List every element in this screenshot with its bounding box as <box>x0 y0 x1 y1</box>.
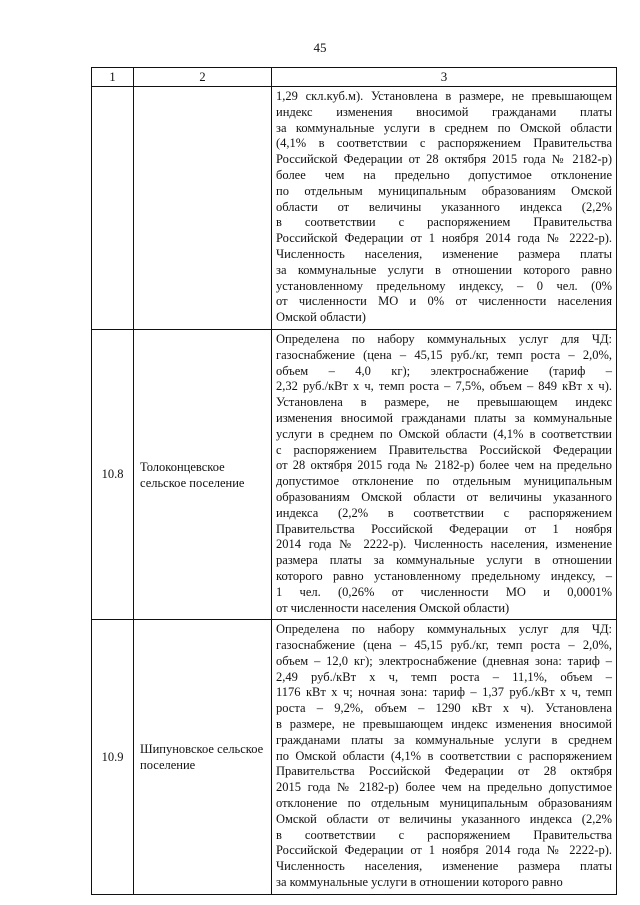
description-line: с распоряжением Правительства Российской Федерации <box>276 442 612 457</box>
description-line: области от величины указанного индекса (2,2% <box>276 199 612 214</box>
header-col-3: 3 <box>272 68 617 87</box>
description-cell <box>272 87 617 330</box>
description-line: гражданами платы за коммунальные услуги в среднем <box>276 732 612 747</box>
description-line: Российской Федерации от 28 октября 2015 года № 2182-р) <box>276 152 612 167</box>
table-row <box>92 87 617 330</box>
settlement-name: Шипуновское сельское поселение <box>134 620 272 895</box>
description-line: в соответствии с распоряжением Правительства <box>276 215 612 230</box>
description-line: за коммунальные услуги в отношении которого равно <box>276 875 563 890</box>
description-line: Определена по набору коммунальных услуг для ЧД: <box>276 622 612 637</box>
description-line: объем – 12,0 кг); электроснабжение (дневная зона: тариф – <box>276 653 612 668</box>
description-line: Численность населения, изменение размера платы <box>276 246 612 261</box>
row-number: 10.9 <box>92 620 134 895</box>
description-line: Российской Федерации от 1 ноября 2014 года № 2222-р). <box>276 843 612 858</box>
description-line: газоснабжение (цена – 45,15 руб./кг, темп роста – 2,0%, <box>276 638 612 653</box>
description-line: от численности МО и 0% от численности населения <box>276 294 612 309</box>
description-line: от 28 октября 2015 года № 2182-р) более чем на предельно <box>276 458 612 473</box>
description-line: более чем на предельно допустимое отклонение <box>276 167 612 182</box>
description-line: объем – 4,0 кг); электроснабжение (тариф – <box>276 363 612 378</box>
description-line: индекс изменения вносимой гражданами платы <box>276 104 612 119</box>
description-line: 2014 года № 2222-р). Численность населения, изменение <box>276 537 612 552</box>
description-text <box>272 87 616 329</box>
description-line: (4,1% в соответствии с распоряжением Правительства <box>276 136 612 151</box>
row-number: 10.8 <box>92 329 134 619</box>
description-line: Омской области) <box>276 310 366 325</box>
description-line: 1,29 скл.куб.м). Установлена в размере, не превышающем <box>276 89 612 103</box>
description-line: 2,49 руб./кВт х ч, темп роста – 11,1%, объем – <box>276 669 612 684</box>
description-line: Определена по набору коммунальных услуг для ЧД: <box>276 331 612 346</box>
description-line: роста – 9,2%, объем – 1290 кВт х ч). Установлена <box>276 701 612 716</box>
description-text <box>272 620 616 894</box>
description-line: в соответствии с распоряжением Правительства <box>276 827 612 842</box>
header-col-2: 2 <box>134 68 272 87</box>
description-text <box>272 330 616 619</box>
description-line: установленному предельному индексу, – 0 чел. (0% <box>276 278 612 293</box>
description-line: газоснабжение (цена – 45,15 руб./кг, темп роста – 2,0%, <box>276 347 612 362</box>
description-line: от численности населения Омской области) <box>276 600 510 615</box>
settlement-name <box>134 87 272 330</box>
description-line: Омской области от величины указанного индекса (2,2% <box>276 811 612 826</box>
description-cell <box>272 620 617 895</box>
description-line: изменения вносимой гражданами платы за коммунальные <box>276 410 612 425</box>
header-col-1: 1 <box>92 68 134 87</box>
page-number: 45 <box>313 40 327 55</box>
description-line: отклонение по отдельным муниципальным образованиям <box>276 796 612 811</box>
description-cell <box>272 329 617 619</box>
description-line: по отдельным муниципальным образованиям Омской <box>276 183 612 198</box>
description-line: индекса (2,2% в соответствии с распоряжением <box>276 505 612 520</box>
description-line: размера платы за коммунальные услуги в отношении <box>276 553 612 568</box>
municipal-table <box>91 67 617 895</box>
description-line: Российской Федерации от 1 ноября 2014 года № 2222-р). <box>276 231 612 246</box>
description-line: Правительства Российской Федерации от 28 октября <box>276 764 612 779</box>
description-line: 1 чел. (0,26% от численности МО и 0,0001% <box>276 584 612 599</box>
description-line: Численность населения, изменение размера платы <box>276 859 612 874</box>
description-line: 1176 кВт х ч; ночная зона: тариф – 1,37 руб./кВт х ч, темп <box>276 685 612 700</box>
description-line: 2,32 руб./кВт х ч, темп роста – 7,5%, объем – 849 кВт х ч). <box>276 379 612 394</box>
description-line: Установлена в размере, не превышающем индекс <box>276 395 612 410</box>
table-row <box>92 329 617 619</box>
settlement-name: Толоконцевское сельское поселение <box>134 329 272 619</box>
description-line: в размере, не превышающем индекс изменения вносимой <box>276 717 612 732</box>
description-line: Правительства Российской Федерации от 1 ноября <box>276 521 612 536</box>
table-header-row <box>92 68 617 87</box>
description-line: допустимое отклонение по отдельным муниципальным <box>276 474 612 489</box>
description-line: которого равно установленному предельному индексу, – <box>276 568 612 583</box>
row-number <box>92 87 134 330</box>
description-line: за коммунальные услуги в отношении которого равно <box>276 262 612 277</box>
description-line: за коммунальные услуги в среднем по Омской области <box>276 120 612 135</box>
description-line: 2015 года № 2182-р) более чем на предельно допустимое <box>276 780 612 795</box>
description-line: образованиям Омской области от величины указанного <box>276 489 612 504</box>
description-line: по Омской области (4,1% в соответствии с распоряжением <box>276 748 612 763</box>
table-row <box>92 620 617 895</box>
description-line: услуги в среднем по Омской области (4,1% в соответствии <box>276 426 612 441</box>
